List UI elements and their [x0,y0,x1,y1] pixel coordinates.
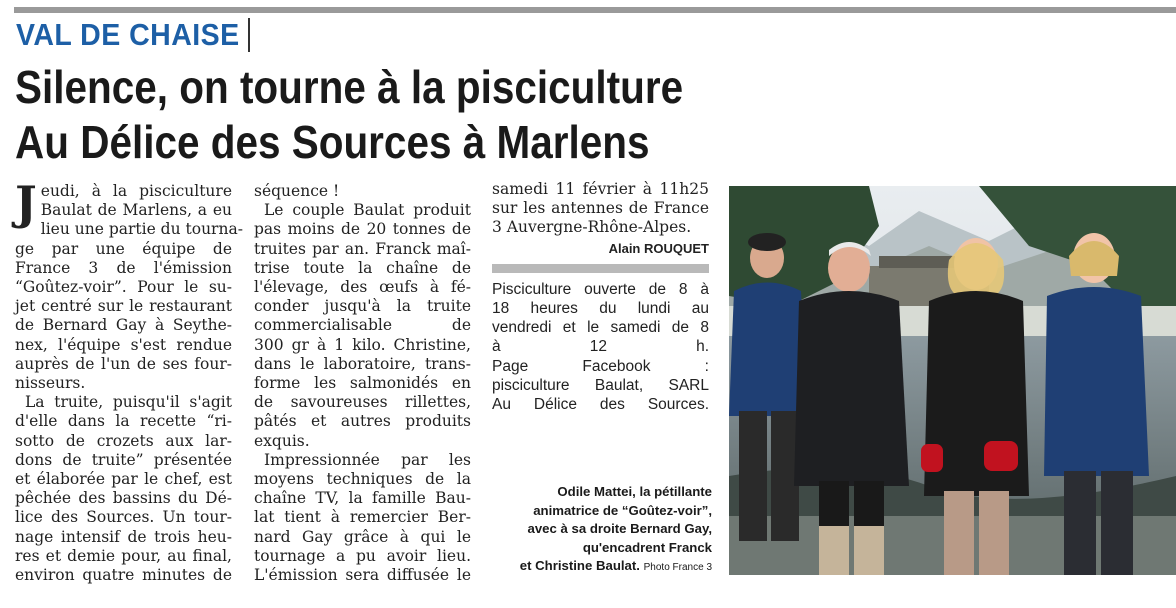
text-line: truites par an. Franck maî- [254,239,471,258]
info-line: à 12 h. [492,338,709,356]
text-line: moyens techniques de la [254,470,471,489]
photo-credit: Photo France 3 [643,562,712,574]
text-line: trise toute la chaîne de [254,258,471,277]
text-line: nex, l'équipe s'est rendue [15,335,232,354]
photo-caption [498,483,712,578]
caption-text: et Christine Baulat. [519,558,640,574]
top-rule [14,7,1176,13]
text-line: ge par une équipe de [15,239,232,258]
text-line: nard Gay grâce à qui le [254,527,471,546]
drop-cap: J [15,176,37,230]
text-line: conder jusqu'à la truite [254,297,471,316]
text-line: jet centré sur le restaurant [15,297,232,316]
caption-line: animatrice de “Goûtez-voir”, [533,502,712,518]
text-line: pêchée des bassins du Dé- [15,489,232,508]
text-line: “Goûtez-voir”. Pour le su- [15,278,232,297]
info-line: pisciculture Baulat, SARL [492,376,709,394]
text-line: d'elle dans la recette “ri- [15,412,232,431]
headline [15,60,1018,170]
text-line: 3 Auvergne-Rhône-Alpes. [492,218,692,237]
author-byline: Alain ROUQUET [608,240,709,256]
text-line: de Bernard Gay à Seythe- [15,316,232,335]
text-line: dans le laboratoire, trans- [254,354,471,373]
text-line: nage intensif de trois heu- [15,527,232,546]
article-column-1 [15,176,243,585]
text-line: chaîne TV, la famille Bau- [254,489,471,508]
headline-line-2: Au Délice des Sources à Marlens [15,116,650,168]
text-line: commercialisable de [254,316,471,335]
text-line: samedi 11 février à 11h25 [492,180,709,198]
text-line: Baulat de Marlens, a eu [40,201,232,220]
text-line: sur les antennes de France [492,199,709,218]
article-photo [729,186,1176,575]
caption-line: avec à sa droite Bernard Gay, [527,521,712,537]
text-line: dons de truite” présentée [15,450,232,469]
text-line: pas moins de 20 tonnes de [254,220,471,239]
caption-line: Odile Mattei, la pétillante [557,484,712,499]
article-column-2 [254,182,471,585]
text-line: séquence ! [254,182,340,200]
text-line: eudi, à la pisciculture [40,182,232,200]
info-box-rule [492,264,709,273]
text-line: France 3 de l'émission [15,258,232,277]
caption-line: qu'encadrent Franck [582,539,712,555]
text-line: et élaborée par le chef, est [15,470,232,489]
headline-line-1: Silence, on tourne à la pisciculture [15,61,684,113]
info-box [492,280,709,414]
text-line: 300 gr à 1 kilo. Christine, [254,335,471,354]
info-line: Au Délice des Sources. [492,396,709,414]
text-line: lieu une partie du tourna- [40,220,243,239]
text-line: La truite, puisqu'il s'agit [25,393,232,412]
text-line: L'émission sera diffusée le [254,566,471,585]
info-line: 18 heures du lundi au [492,300,709,318]
text-line: lice des Sources. Un tour- [15,508,232,527]
rubric-separator [248,18,250,52]
info-line: Pisciculture ouverte de 8 à [492,280,709,298]
text-line: environ quatre minutes de [15,566,232,585]
text-line: lat tient à remercier Ber- [254,508,471,527]
text-line: l'élevage, des œufs à fé- [254,278,471,297]
text-line: auprès de l'un de ses four- [15,354,232,373]
text-line: nisseurs. [15,374,86,393]
text-line: pâtés et autres produits [254,412,471,431]
text-line: res et demie pour, au final, [15,546,232,565]
caption-line-last [498,557,712,578]
photo-illustration [729,186,1176,575]
text-line: de savoureuses rillettes, [254,393,471,412]
text-line: Le couple Baulat produit [264,201,471,220]
article-column-3 [492,180,709,414]
section-rubric: VAL DE CHAISE [16,17,240,52]
text-line: Impressionnée par les [264,450,471,469]
text-line: tournage a pu avoir lieu. [254,546,471,565]
text-line: forme les salmonidés en [254,374,471,393]
text-line: exquis. [254,431,310,450]
info-line: vendredi et le samedi de 8 [492,319,709,337]
info-line: Page Facebook : [492,357,709,375]
text-line: sotto de crozets aux lar- [15,431,232,450]
